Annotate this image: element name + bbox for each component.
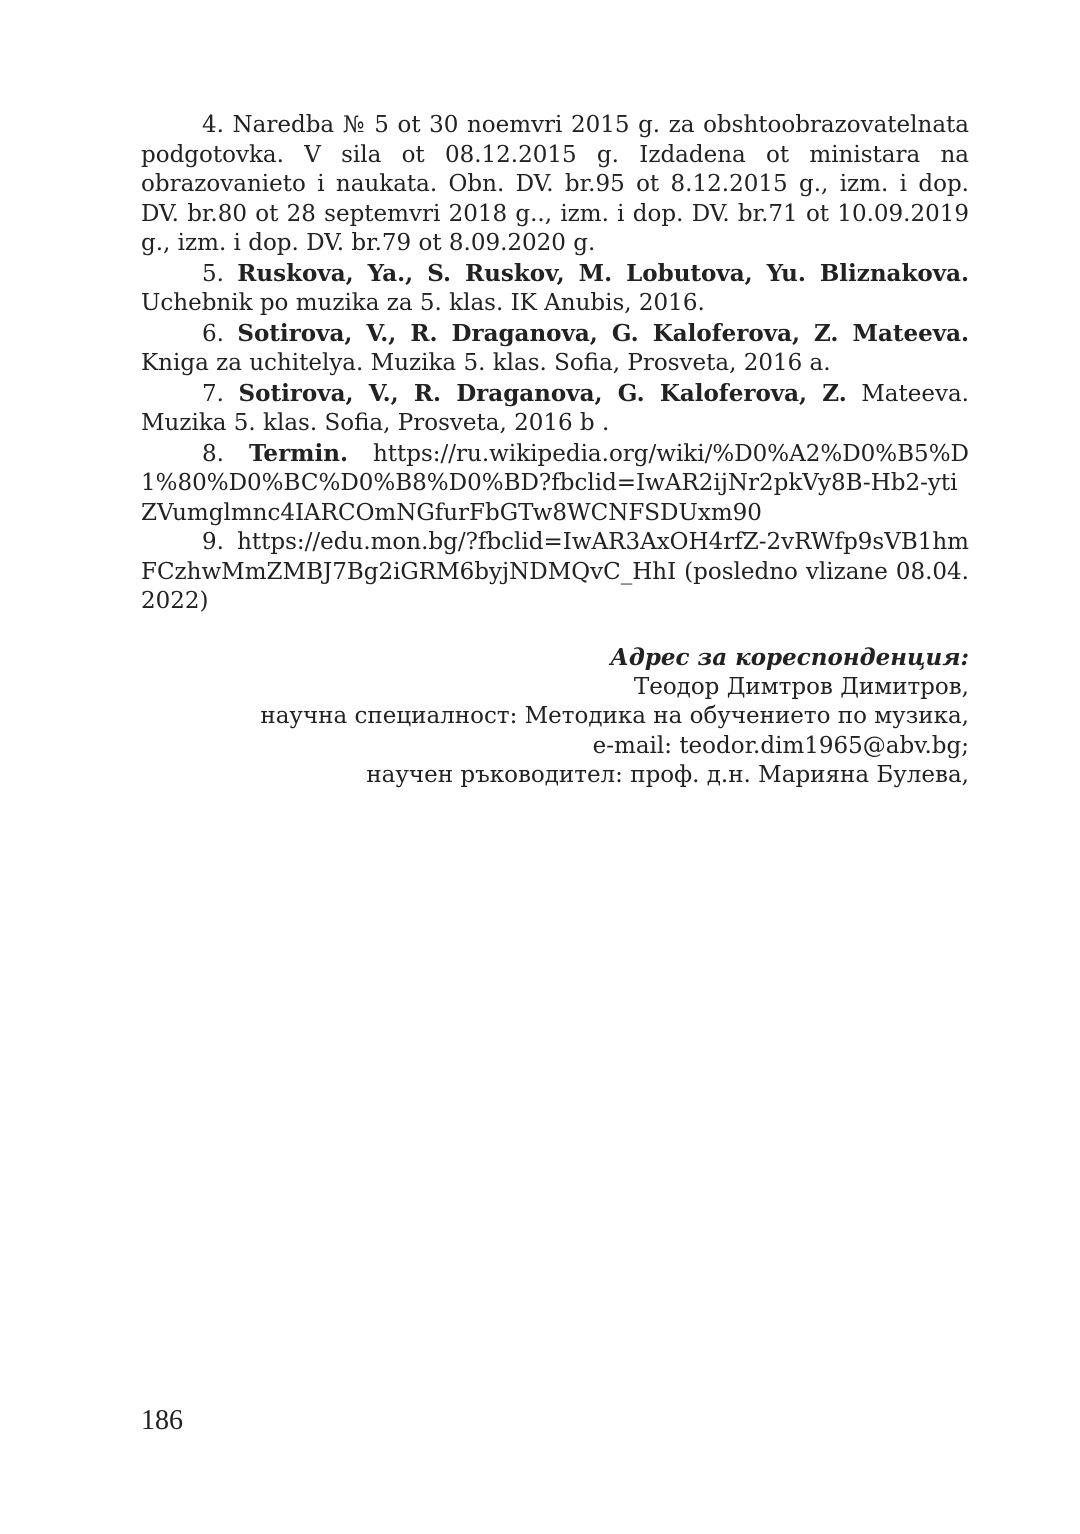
page-number: 186 bbox=[141, 1405, 183, 1436]
reference-link[interactable]: https://edu.mon.bg/?fbclid=IwAR3AxOH4rfZ-2vRWfp9sVB1hmFCzhwMmZMBJ7Bg2iGRM6byjNDMQvC_HhI (posledno vlizane 08.04.2022) bbox=[141, 529, 969, 614]
correspondence-name: Теодор Димтров Димитров, bbox=[633, 673, 969, 700]
correspondence-specialty: научна специалност: Методика на обучението по музика, bbox=[260, 703, 969, 729]
reference-item-4 bbox=[141, 111, 969, 259]
reference-authors: Sotirova, V., R. Draganova, G. Kaloferova, Z. bbox=[238, 379, 847, 407]
reference-text: Mateeva. Muzika 5. klas. Sofia, Prosveta, 2016 b . bbox=[141, 380, 969, 436]
reference-authors: Ruskova, Ya., S. Ruskov, M. Lobutova, Yu. Bliznakova. bbox=[237, 259, 969, 287]
reference-item-5 bbox=[141, 259, 969, 319]
reference-item-7 bbox=[141, 379, 969, 439]
reference-text: Uchebnik po muzika za 5. klas. IK Anubis, 2016. bbox=[141, 290, 705, 316]
reference-number: 6. bbox=[202, 320, 224, 347]
correspondence-email[interactable]: e-mail: teodor.dim1965@abv.bg; bbox=[592, 732, 969, 759]
reference-list bbox=[141, 111, 969, 617]
reference-number: 9. bbox=[202, 529, 224, 555]
correspondence-supervisor: научен ръководител: проф. д.н. Марияна Булева, bbox=[366, 762, 969, 788]
reference-text: Kniga za uchitelya. Muzika 5. klas. Sofia, Prosveta, 2016 a. bbox=[141, 350, 831, 376]
reference-number: 4. bbox=[202, 112, 224, 138]
reference-item-6 bbox=[141, 319, 969, 379]
reference-number: 7. bbox=[202, 380, 224, 407]
reference-text: Naredba № 5 ot 30 noemvri 2015 g. za obshtoobrazovatelnata podgotovka. V sila ot 08.12.2015 g. Izdadena ot ministara na obrazovanieto i naukata. Obn. DV. br.95 ot 8.12.2015 g., izm. i dop. DV. br.80 ot 28 septemvri 2018 g.., izm. i dop. DV. br.71 ot 10.09.2019 g., izm. i dop. DV. br.79 ot 8.09.2020 g. bbox=[141, 112, 969, 256]
reference-number: 8. bbox=[202, 440, 224, 467]
reference-authors: Sotirova, V., R. Draganova, G. Kaloferova, Z. Mateeva. bbox=[237, 319, 970, 347]
reference-item-9 bbox=[141, 528, 969, 617]
reference-number: 5. bbox=[202, 260, 224, 287]
reference-link[interactable]: https://ru.wikipedia.org/wiki/%D0%A2%D0%B5%D1%80%D0%BC%D0%B8%D0%BD?fbclid=IwAR2ijNr2pkVy8B-Hb2-ytiZVumglmnc4IARCOmNGfurFbGTw8WCNFSDUxm90 bbox=[141, 440, 969, 526]
correspondence-heading: Адрес за кореспонденция: bbox=[610, 644, 969, 671]
reference-item-8 bbox=[141, 439, 969, 529]
correspondence-address bbox=[260, 643, 969, 791]
reference-authors: Termin. bbox=[248, 439, 348, 467]
